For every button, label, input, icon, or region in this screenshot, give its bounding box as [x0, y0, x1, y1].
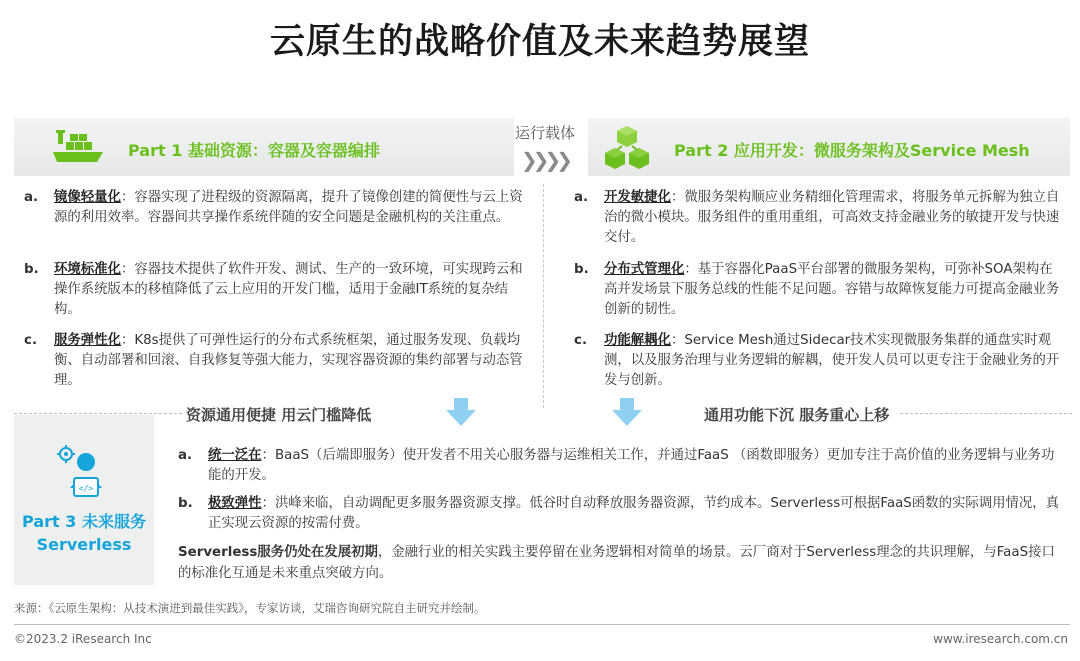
part2-item-c: [574, 331, 1064, 391]
carrier-label: 运行载体: [514, 124, 575, 142]
item-text: ：BaaS（后端即服务）使开发者不用关心服务器与运维相关工作，并通过FaaS （函数即服务）更加专注于高价值的业务逻辑与业务功能的开发。: [208, 448, 1055, 483]
part3-summary: [178, 542, 1062, 584]
mid-left-label: 资源通用便捷 用云门槛降低: [186, 406, 372, 424]
part1-item-a: [24, 188, 524, 228]
item-key: 功能解耦化: [604, 333, 671, 348]
part3-item-b: [178, 494, 1062, 534]
item-text: ：基于容器化PaaS平台部署的微服务架构，可弥补SOA架构在高并发场景下服务总线的性能不足问题。容错与故障恢复能力可提高金融业务创新的韧性。: [604, 262, 1060, 317]
part2-item-a: [574, 188, 1064, 248]
part2-item-b: [574, 260, 1064, 320]
cubes-icon: [604, 124, 650, 170]
item-letter: b.: [24, 262, 39, 277]
item-text: ：容器技术提供了软件开发、测试、生产的一致环境，可实现跨云和操作系统版本的移植降低了云上应用的开发门槛，适用于金融IT系统的复杂结构。: [54, 262, 523, 317]
part1-header-band: [14, 118, 514, 176]
item-key: 统一泛在: [208, 448, 262, 463]
item-text: ：微服务架构顺应业务精细化管理需求，将服务单元拆解为独立自治的微小模块。服务组件的重用重组，可高效支持金融业务的敏捷开发与快速交付。: [604, 190, 1060, 245]
item-letter: a.: [178, 448, 193, 463]
developer-icon: [52, 444, 112, 500]
item-letter: c.: [24, 333, 38, 348]
item-key: 分布式管理化: [604, 262, 685, 277]
item-key: 镜像轻量化: [54, 190, 121, 205]
website-link[interactable]: www.iresearch.com.cn: [933, 632, 1068, 646]
summary-lead: Serverless服务仍处在发展初期: [178, 545, 378, 560]
part1-item-b: [24, 260, 524, 320]
item-key: 开发敏捷化: [604, 190, 671, 205]
source-note: 来源：《云原生架构：从技术演进到最佳实践》，专家访谈，艾瑞咨询研究院自主研究并绘制。: [14, 601, 486, 615]
ship-icon: [52, 128, 104, 168]
part3-title: [14, 510, 154, 556]
item-key: 极致弹性: [208, 496, 262, 511]
item-letter: a.: [24, 190, 39, 205]
part3-title-line1: Part 3 未来服务: [22, 512, 146, 531]
summary-text: ，金融行业的相关实践主要停留在业务逻辑相对简单的场景。云厂商对于Serverless理念的共识理解，与FaaS接口的标准化互通是未来重点突破方向。: [178, 545, 1055, 581]
svg-text:</>: </>: [78, 484, 94, 493]
item-key: 环境标准化: [54, 262, 121, 277]
footer-divider: [14, 624, 1070, 625]
item-text: ：K8s提供了可弹性运行的分布式系统框架，通过服务发现、负载均衡、自动部署和回滚、自我修复等强大能力，实现容器资源的集约部署与动态管理。: [54, 333, 523, 388]
part3-item-a: [178, 446, 1062, 486]
item-text: ：容器实现了进程级的资源隔离，提升了镜像创建的简便性与云上资源的利用效率。容器间共享操作系统伴随的安全问题是金融机构的关注重点。: [54, 190, 523, 225]
part3-panel: [14, 415, 154, 585]
part1-title: Part 1 基础资源：容器及容器编排: [128, 141, 380, 160]
part3-title-line2: Serverless: [36, 535, 132, 554]
mid-right-label: 通用功能下沉 服务重心上移: [704, 406, 890, 424]
divider-line: [900, 413, 1072, 414]
item-text: ：洪峰来临，自动调配更多服务器资源支撑。低谷时自动释放服务器资源，节约成本。Serverless可根据FaaS函数的实际调用情况，真正实现云资源的按需付费。: [208, 496, 1060, 531]
chevron-right-icon: ❯❯❯❯: [521, 148, 569, 172]
item-letter: c.: [574, 333, 588, 348]
part2-title: Part 2 应用开发：微服务架构及Service Mesh: [674, 141, 1030, 160]
part2-header-band: [588, 118, 1070, 176]
page-title: 云原生的战略价值及未来趋势展望: [269, 22, 810, 62]
item-letter: a.: [574, 190, 589, 205]
item-letter: b.: [178, 496, 193, 511]
item-letter: b.: [574, 262, 589, 277]
divider-line: [14, 413, 182, 414]
down-arrow-icon: [612, 398, 642, 426]
copyright: ©2023.2 iResearch Inc: [14, 632, 152, 646]
down-arrow-icon: [446, 398, 476, 426]
item-text: ：Service Mesh通过Sidecar技术实现微服务集群的通盘实时观测，以及服务治理与业务逻辑的解耦，使开发人员可以更专注于金融业务的开发与创新。: [604, 333, 1060, 388]
part1-item-c: [24, 331, 524, 391]
column-divider: [543, 184, 544, 408]
item-key: 服务弹性化: [54, 333, 121, 348]
